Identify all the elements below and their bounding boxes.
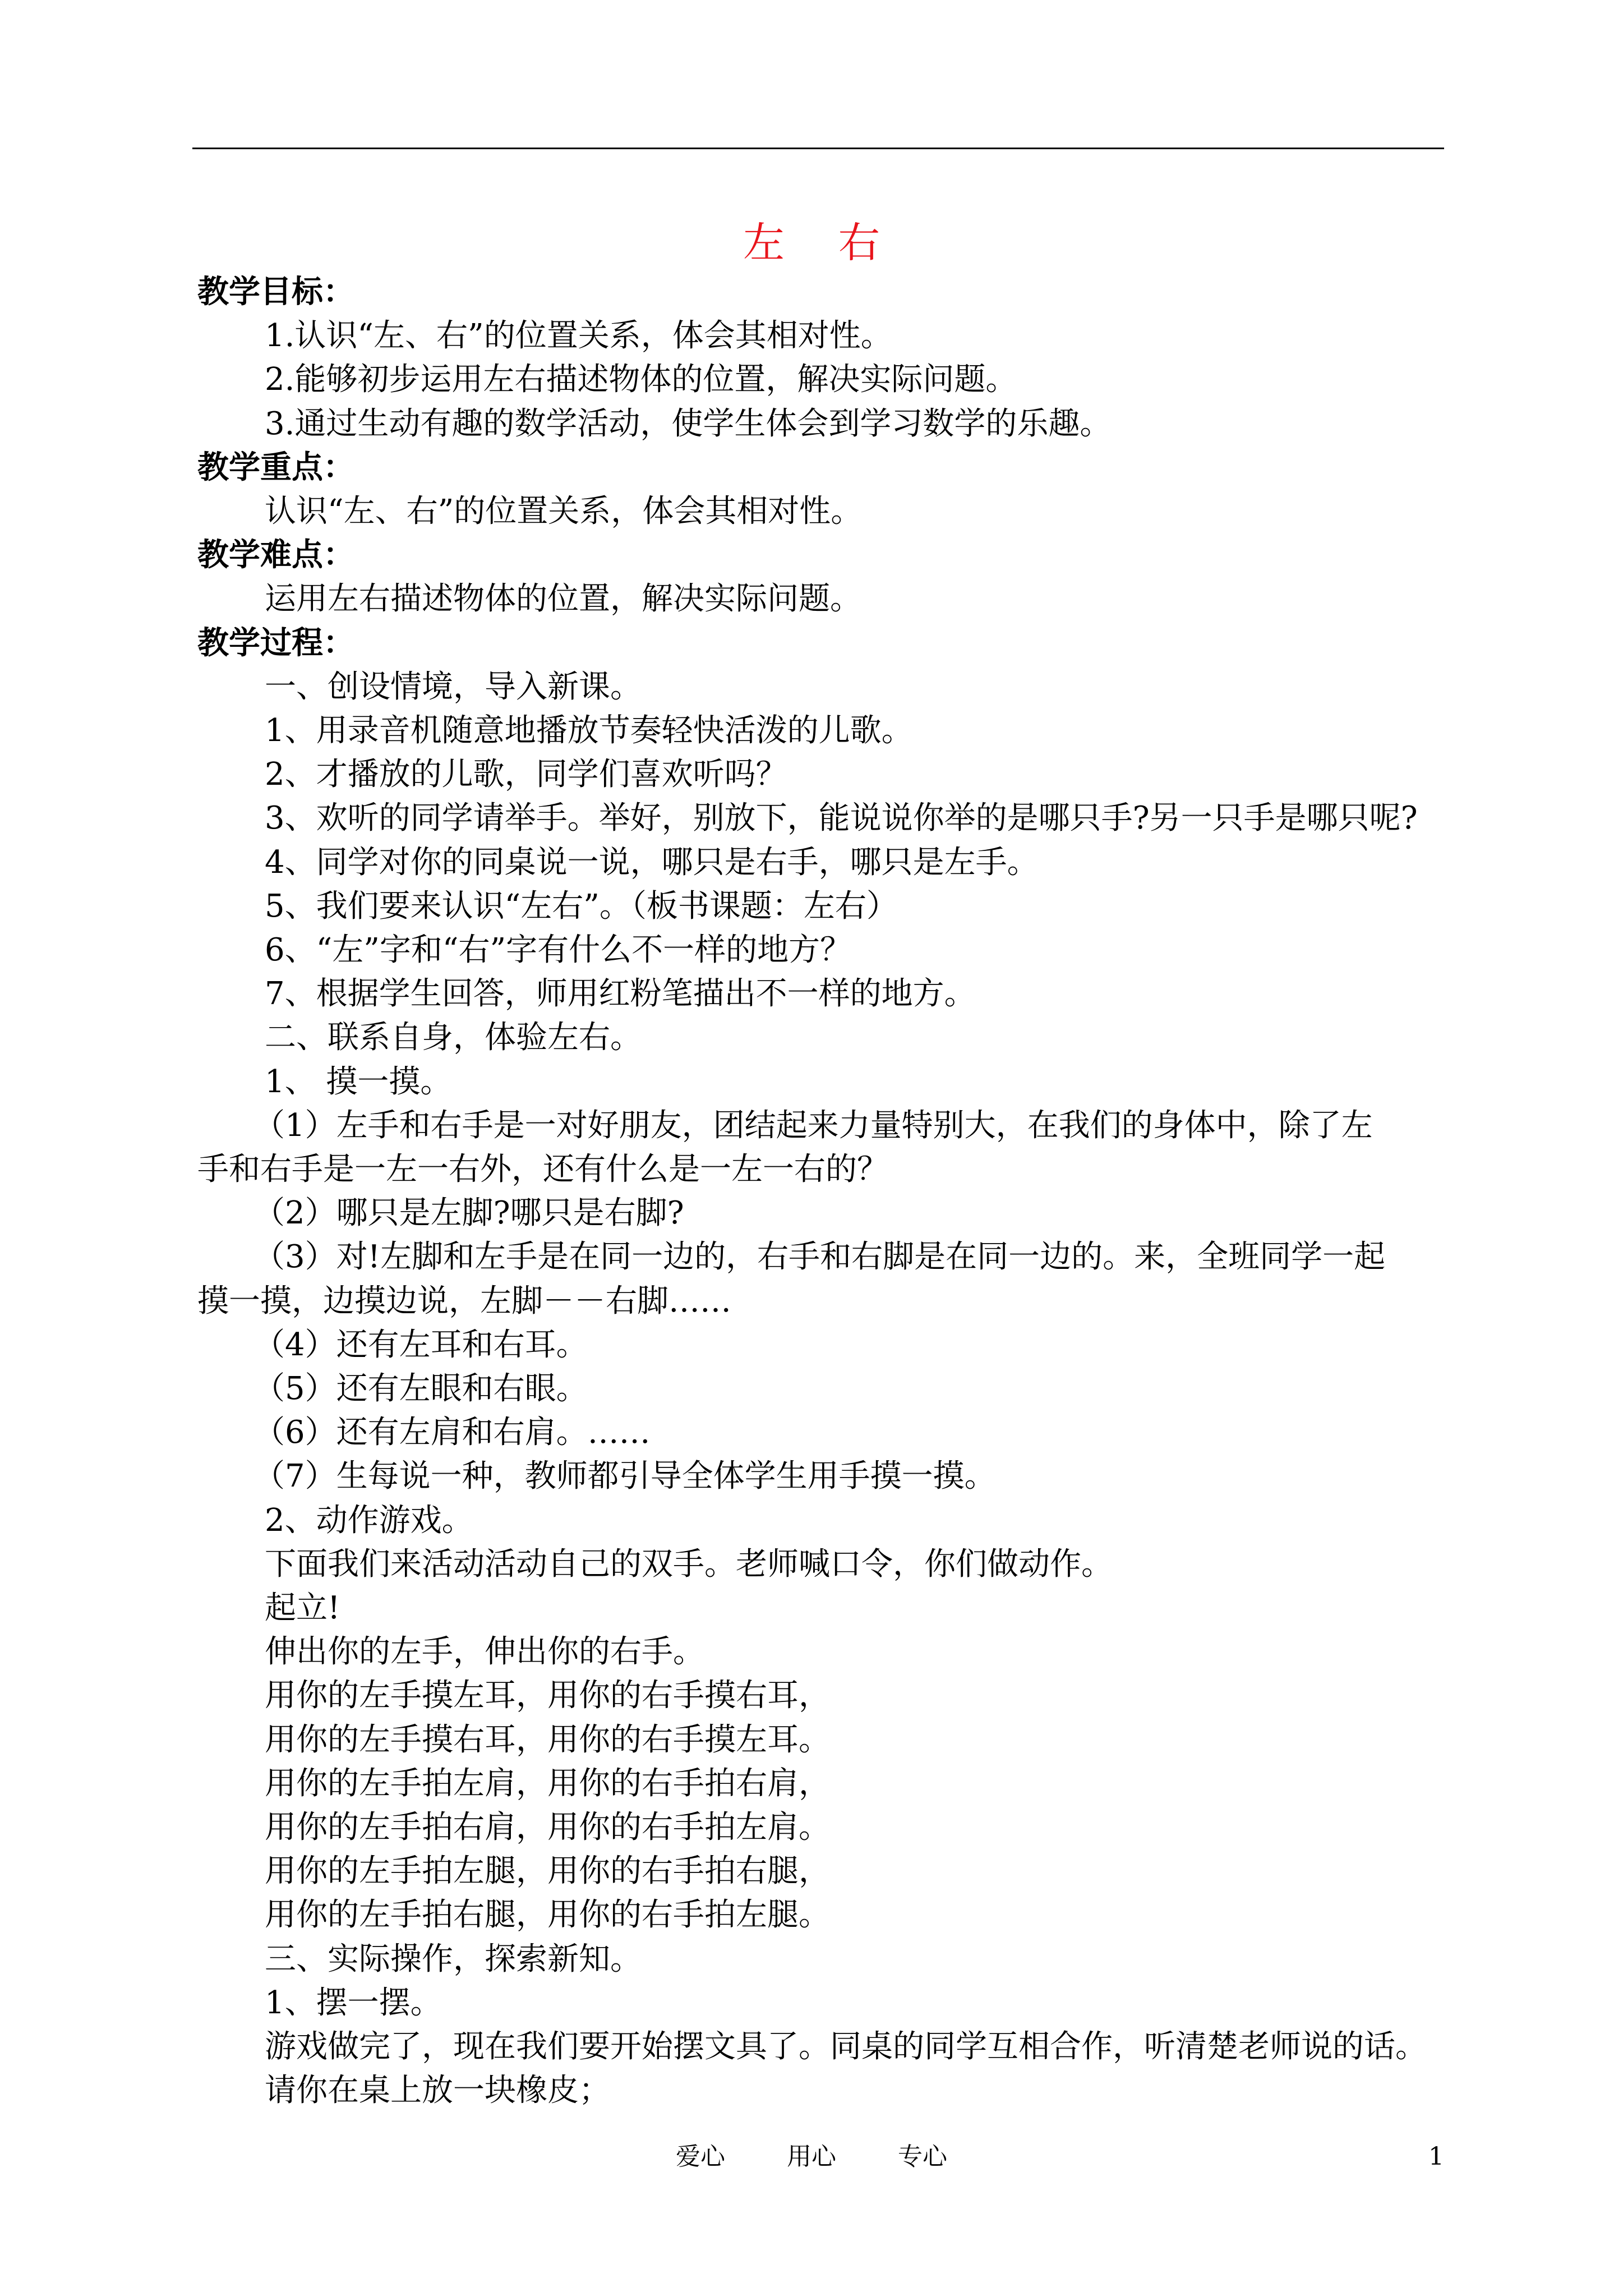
body-line: 摸一摸，边摸边说，左脚－－右脚……	[197, 1282, 731, 1319]
body-line: 用你的左手拍左腿，用你的右手拍右腿，	[265, 1853, 830, 1890]
body-line: 3、欢听的同学请举手。举好，别放下，能说说你举的是哪只手?另一只手是哪只呢?	[265, 800, 1418, 837]
body-line: 认识“左、右”的位置关系，体会其相对性。	[265, 493, 863, 530]
body-line: 3.通过生动有趣的数学活动，使学生体会到学习数学的乐趣。	[265, 405, 1112, 442]
body-line: 三、实际操作，探索新知。	[265, 1940, 642, 1977]
body-line: （4）还有左耳和右耳。	[253, 1326, 588, 1363]
body-line: 用你的左手拍右肩，用你的右手拍左肩。	[265, 1809, 830, 1846]
body-line: 2.能够初步运用左右描述物体的位置，解决实际问题。	[265, 361, 1017, 398]
body-line: 用你的左手拍左肩，用你的右手拍右肩，	[265, 1765, 830, 1802]
body-line: 用你的左手摸右耳，用你的右手摸左耳。	[265, 1721, 830, 1758]
body-line: 1.认识“左、右”的位置关系，体会其相对性。	[265, 318, 892, 355]
section-heading: 教学过程：	[197, 624, 354, 661]
body-line: （3）对!左脚和左手是在同一边的，右手和右脚是在同一边的。来，全班同学一起	[253, 1239, 1386, 1276]
body-line: 伸出你的左手，伸出你的右手。	[265, 1634, 704, 1671]
footer-text-3: 专心	[898, 2142, 947, 2171]
page-number: 1	[1428, 2142, 1444, 2171]
body-line: 用你的左手拍右腿，用你的右手拍左腿。	[265, 1897, 830, 1934]
body-line: 2、动作游戏。	[265, 1502, 473, 1539]
body-line: 起立!	[265, 1590, 340, 1626]
body-line: 6、“左”字和“右”字有什么不一样的地方？	[265, 932, 852, 968]
body-line: （2）哪只是左脚?哪只是右脚?	[253, 1195, 684, 1232]
body-line: 游戏做完了，现在我们要开始摆文具了。同桌的同学互相合作，听清楚老师说的话。	[265, 2028, 1427, 2065]
body-line: 请你在桌上放一块橡皮；	[265, 2072, 610, 2109]
footer-text-1: 爱心	[676, 2142, 725, 2171]
body-line: 2、才播放的儿歌，同学们喜欢听吗？	[265, 756, 787, 793]
body-line: 1、用录音机随意地播放节奏轻快活泼的儿歌。	[265, 712, 913, 749]
body-line: （6）还有左肩和右肩。……	[253, 1414, 651, 1451]
body-line: 一、创设情境，导入新课。	[265, 668, 642, 705]
body-line: 手和右手是一左一右外，还有什么是一左一右的？	[197, 1151, 888, 1188]
section-heading: 教学重点：	[197, 449, 354, 486]
header-rule	[192, 148, 1444, 149]
body-line: 下面我们来活动活动自己的双手。老师喊口令，你们做动作。	[265, 1545, 1113, 1582]
body-line: 用你的左手摸左耳，用你的右手摸右耳，	[265, 1677, 830, 1714]
body-line: （5）还有左眼和右眼。	[253, 1370, 588, 1407]
footer-text-2: 用心	[787, 2142, 836, 2171]
page-footer	[0, 2140, 1623, 2174]
body-line: 二、联系自身，体验左右。	[265, 1019, 642, 1056]
body-line: 1、摆一摆。	[265, 1984, 442, 2021]
body-line: 1、 摸一摸。	[265, 1063, 452, 1100]
body-line: （7）生每说一种，教师都引导全体学生用手摸一摸。	[253, 1458, 996, 1495]
body-line: 运用左右描述物体的位置，解决实际问题。	[265, 581, 861, 618]
section-heading: 教学难点：	[197, 537, 354, 574]
section-heading: 教学目标：	[197, 274, 354, 310]
body-line: 5、我们要来认识“左右”。（板书课题：左右）	[265, 887, 898, 924]
body-line: （1）左手和右手是一对好朋友，团结起来力量特别大，在我们的身体中，除了左	[253, 1107, 1373, 1144]
body-line: 7、根据学生回答，师用红粉笔描出不一样的地方。	[265, 976, 976, 1013]
body-line: 4、同学对你的同桌说一说，哪只是右手，哪只是左手。	[265, 844, 1039, 881]
document-title: 左右	[743, 219, 934, 267]
